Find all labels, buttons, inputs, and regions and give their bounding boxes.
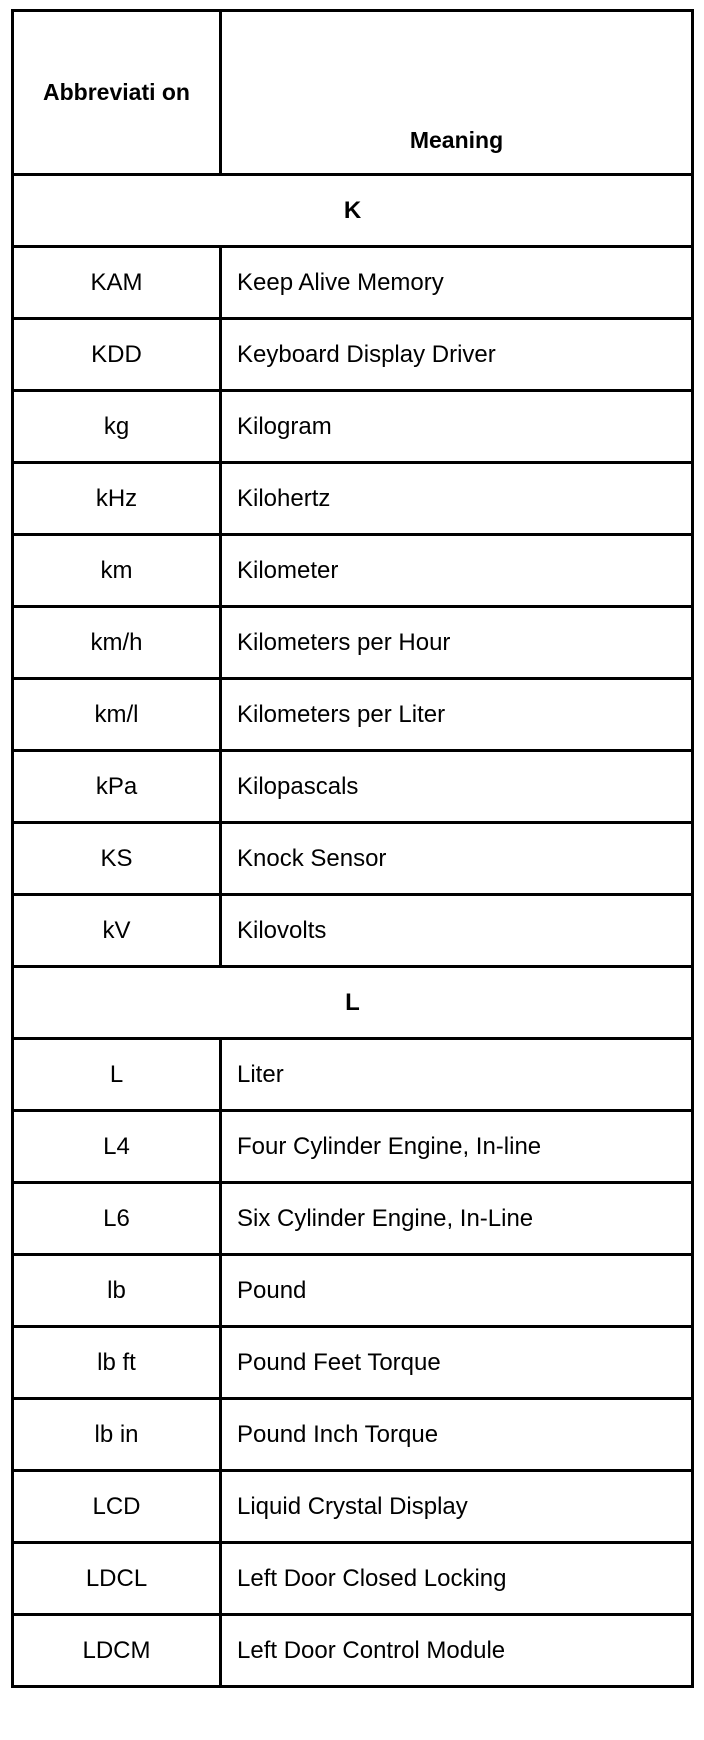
abbreviation-cell: L — [13, 1039, 221, 1111]
abbreviation-cell: L6 — [13, 1183, 221, 1255]
section-row — [13, 967, 693, 1039]
abbreviation-cell: kV — [13, 895, 221, 967]
section-row — [13, 175, 693, 247]
meaning-cell: Keyboard Display Driver — [221, 319, 693, 391]
abbreviation-cell: lb in — [13, 1399, 221, 1471]
table-row — [13, 1615, 693, 1687]
table-row — [13, 463, 693, 535]
table-row — [13, 319, 693, 391]
meaning-cell: Pound — [221, 1255, 693, 1327]
meaning-cell: Left Door Closed Locking — [221, 1543, 693, 1615]
table-body — [13, 11, 693, 1687]
abbreviation-cell: kg — [13, 391, 221, 463]
abbreviation-cell: L4 — [13, 1111, 221, 1183]
meaning-cell: Kilometer — [221, 535, 693, 607]
abbreviation-cell: km/h — [13, 607, 221, 679]
abbreviation-cell: LDCL — [13, 1543, 221, 1615]
meaning-cell: Knock Sensor — [221, 823, 693, 895]
meaning-cell: Kilopascals — [221, 751, 693, 823]
meaning-cell: Kilovolts — [221, 895, 693, 967]
abbreviation-cell: lb ft — [13, 1327, 221, 1399]
table-row — [13, 1039, 693, 1111]
section-letter: L — [13, 967, 693, 1039]
abbreviation-cell: LDCM — [13, 1615, 221, 1687]
meaning-cell: Kilohertz — [221, 463, 693, 535]
table-row — [13, 391, 693, 463]
abbreviation-cell: KS — [13, 823, 221, 895]
meaning-cell: Kilometers per Hour — [221, 607, 693, 679]
abbreviation-cell: kHz — [13, 463, 221, 535]
meaning-column-header: Meaning — [221, 11, 693, 175]
meaning-cell: Four Cylinder Engine, In-line — [221, 1111, 693, 1183]
meaning-cell: Six Cylinder Engine, In-Line — [221, 1183, 693, 1255]
table-row — [13, 607, 693, 679]
meaning-cell: Pound Inch Torque — [221, 1399, 693, 1471]
table-row — [13, 535, 693, 607]
meaning-cell: Pound Feet Torque — [221, 1327, 693, 1399]
abbreviation-cell: kPa — [13, 751, 221, 823]
abbreviation-column-header: Abbreviati on — [13, 11, 221, 175]
meaning-cell: Kilogram — [221, 391, 693, 463]
meaning-cell: Keep Alive Memory — [221, 247, 693, 319]
table-row — [13, 823, 693, 895]
table-row — [13, 679, 693, 751]
table-row — [13, 1183, 693, 1255]
abbreviation-cell: LCD — [13, 1471, 221, 1543]
table-row — [13, 1255, 693, 1327]
meaning-cell: Kilometers per Liter — [221, 679, 693, 751]
table-row — [13, 1471, 693, 1543]
table-row — [13, 1543, 693, 1615]
table-row — [13, 895, 693, 967]
table-row — [13, 1327, 693, 1399]
abbreviation-cell: KDD — [13, 319, 221, 391]
table-row — [13, 751, 693, 823]
meaning-cell: Liquid Crystal Display — [221, 1471, 693, 1543]
header-row — [13, 11, 693, 175]
section-letter: K — [13, 175, 693, 247]
abbreviation-cell: km — [13, 535, 221, 607]
table-row — [13, 1111, 693, 1183]
table-row — [13, 1399, 693, 1471]
table-row — [13, 247, 693, 319]
abbreviation-table — [11, 9, 694, 1688]
meaning-cell: Left Door Control Module — [221, 1615, 693, 1687]
abbreviation-cell: lb — [13, 1255, 221, 1327]
abbreviation-cell: KAM — [13, 247, 221, 319]
abbreviation-cell: km/l — [13, 679, 221, 751]
meaning-cell: Liter — [221, 1039, 693, 1111]
